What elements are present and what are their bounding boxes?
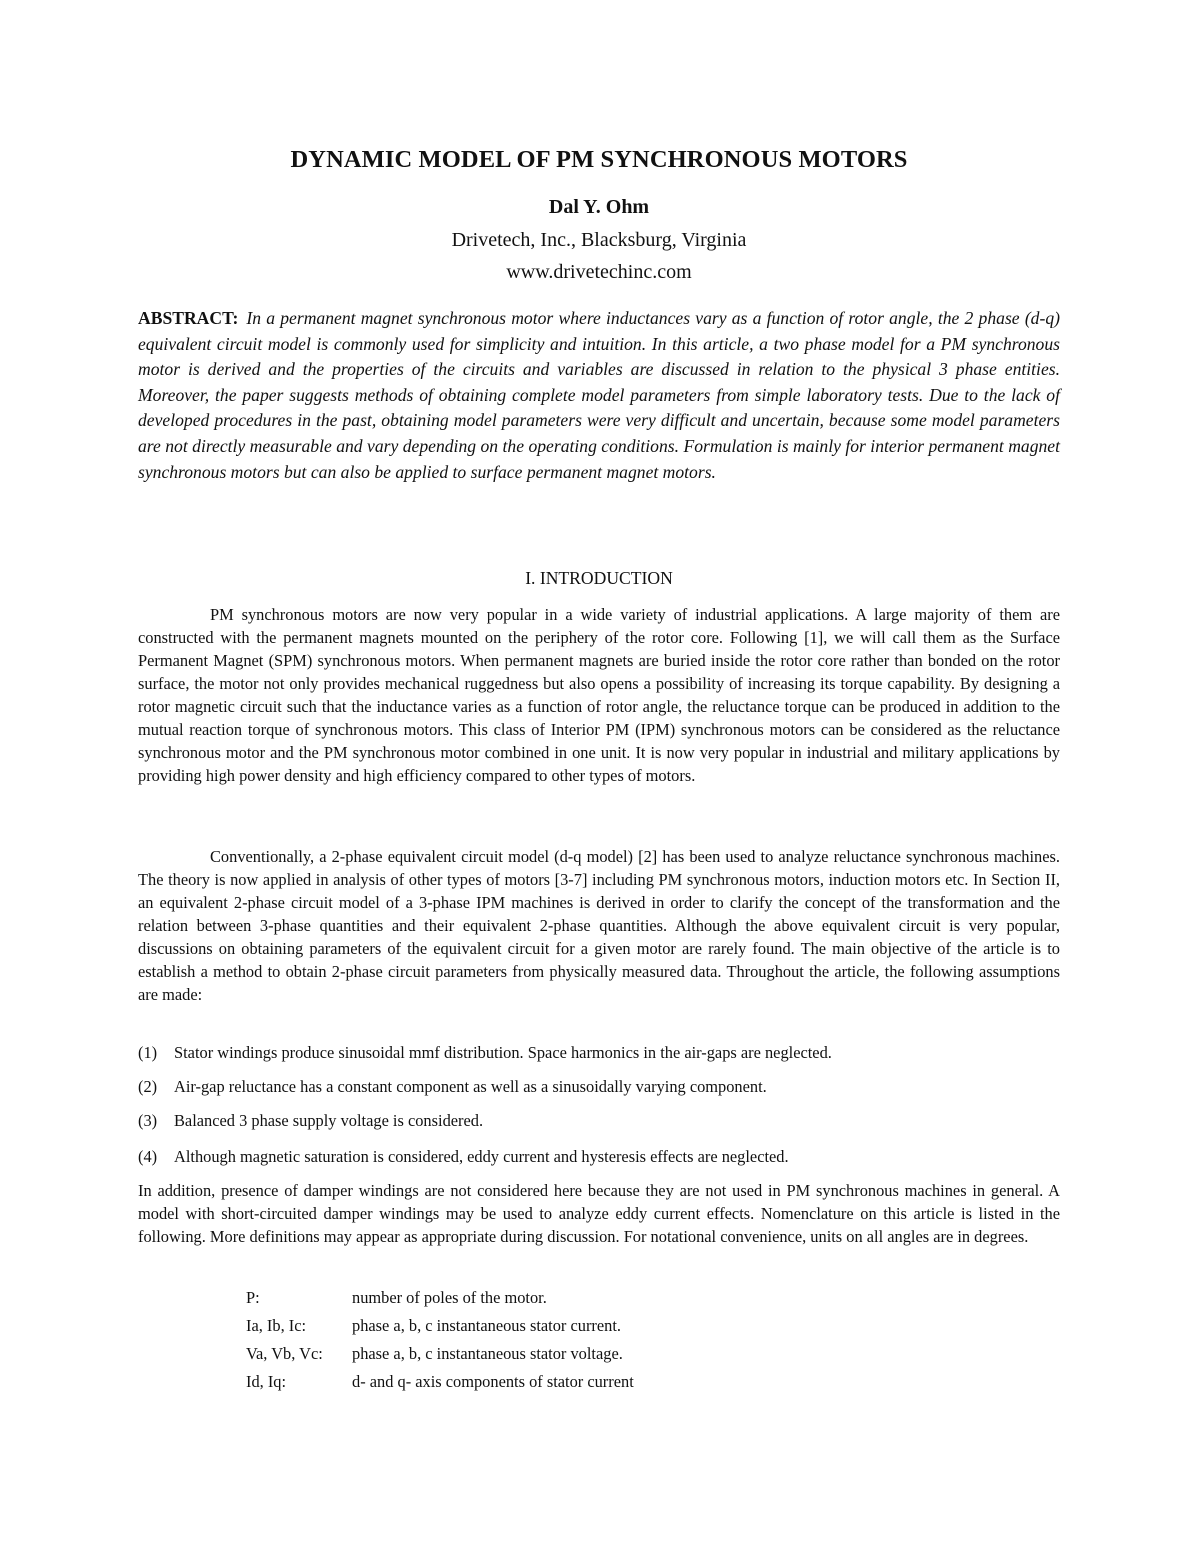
assumption-item — [138, 1109, 1060, 1132]
assumption-text: Although magnetic saturation is considered, eddy current and hysteresis effects are neglected. — [174, 1147, 789, 1166]
nomenclature-definition: number of poles of the motor. — [352, 1288, 547, 1307]
intro-paragraph-1: PM synchronous motors are now very popular in a wide variety of industrial applications. A large majority of them are constructed with the permanent magnets mounted on the periphery of the rotor core. Following [1], we will call them as the Surface Permanent Magnet (SPM) synchronous motors. When permanent magnets are buried inside the rotor core rather than bonded on the rotor surface, the motor not only provides mechanical ruggedness but also opens a possibility of increasing its torque capability. By designing a rotor magnetic circuit such that the inductance varies as a function of rotor angle, the reluctance torque can be produced in addition to the mutual reaction torque of synchronous motors. This class of Interior PM (IPM) synchronous motors can be considered as the reluctance synchronous motor and the PM synchronous motor combined in one unit. It is now very popular in industrial and military applications by providing high power density and high efficiency compared to other types of motors. — [138, 605, 1060, 785]
nomenclature-symbol: Va, Vb, Vc: — [246, 1344, 323, 1363]
nomenclature-row — [246, 1342, 634, 1370]
nomenclature-row — [246, 1370, 634, 1398]
paper-title: DYNAMIC MODEL OF PM SYNCHRONOUS MOTORS — [290, 146, 908, 173]
nomenclature-symbol: Ia, Ib, Ic: — [246, 1316, 307, 1335]
assumption-item — [138, 1075, 1060, 1098]
section-heading-introduction: I. INTRODUCTION — [525, 568, 673, 588]
assumption-number: (1) — [138, 1043, 158, 1062]
nomenclature-symbol: P: — [246, 1288, 260, 1307]
assumption-number: (3) — [138, 1111, 158, 1130]
assumption-item — [138, 1041, 1060, 1064]
abstract — [138, 306, 1060, 485]
nomenclature-definition: phase a, b, c instantaneous stator voltage. — [352, 1344, 623, 1363]
intro-paragraph-2: Conventionally, a 2-phase equivalent circuit model (d-q model) [2] has been used to analyze reluctance synchronous machines. The theory is now applied in analysis of other types of motors [3-7] including PM synchronous motors, induction motors etc. In Section II, an equivalent 2-phase circuit model of a 3-phase IPM machines is derived in order to clarify the concept of the transformation and the relation between 3-phase quantities and their equivalent 2-phase quantities. Although the above equivalent circuit is very popular, discussions on obtaining parameters of the equivalent circuit for a given motor are rarely found. The main objective of the article is to establish a method to obtain 2-phase circuit parameters from physically measured data. Throughout the article, the following assumptions are made: — [138, 847, 1060, 1004]
nomenclature-definition: phase a, b, c instantaneous stator current. — [352, 1316, 621, 1335]
nomenclature-row — [246, 1314, 634, 1342]
abstract-text: In a permanent magnet synchronous motor where inductances vary as a function of rotor angle, the 2 phase (d-q) equivalent circuit model is commonly used for simplicity and intuition. In this article, a two phase model for a PM synchronous motor is derived and the properties of the circuits and variables are discussed in relation to the physical 3 phase entities. Moreover, the paper suggests methods of obtaining complete model parameters from simple laboratory tests. Due to the lack of developed procedures in the past, obtaining model parameters were very difficult and uncertain, because some model parameters are not directly measurable and vary depending on the operating conditions. Formulation is mainly for interior permanent magnet synchronous motors but can also be applied to surface permanent magnet motors. — [138, 308, 1060, 482]
nomenclature-definition: d- and q- axis components of stator current — [352, 1372, 634, 1391]
nomenclature-symbol: Id, Iq: — [246, 1372, 287, 1391]
author-name: Dal Y. Ohm — [548, 196, 650, 218]
nomenclature-list — [246, 1286, 634, 1398]
assumption-number: (2) — [138, 1077, 158, 1096]
assumption-text: Balanced 3 phase supply voltage is considered. — [174, 1111, 484, 1130]
author-website: www.drivetechinc.com — [506, 261, 692, 283]
intro-paragraph-3: In addition, presence of damper windings are not considered here because they are not used in PM synchronous machines in general. A model with short-circuited damper windings may be used to analyze eddy current effects. Nomenclature on this article is listed in the following. More definitions may appear as appropriate during discussion. For notational convenience, units on all angles are in degrees. — [138, 1181, 1060, 1246]
assumption-item — [138, 1145, 1060, 1168]
nomenclature-row — [246, 1286, 634, 1314]
assumption-text: Stator windings produce sinusoidal mmf distribution. Space harmonics in the air-gaps are neglected. — [174, 1043, 832, 1062]
author-affiliation: Drivetech, Inc., Blacksburg, Virginia — [451, 229, 747, 251]
assumption-text: Air-gap reluctance has a constant component as well as a sinusoidally varying component. — [174, 1077, 767, 1096]
assumption-number: (4) — [138, 1147, 158, 1166]
abstract-label: ABSTRACT: — [138, 308, 239, 328]
